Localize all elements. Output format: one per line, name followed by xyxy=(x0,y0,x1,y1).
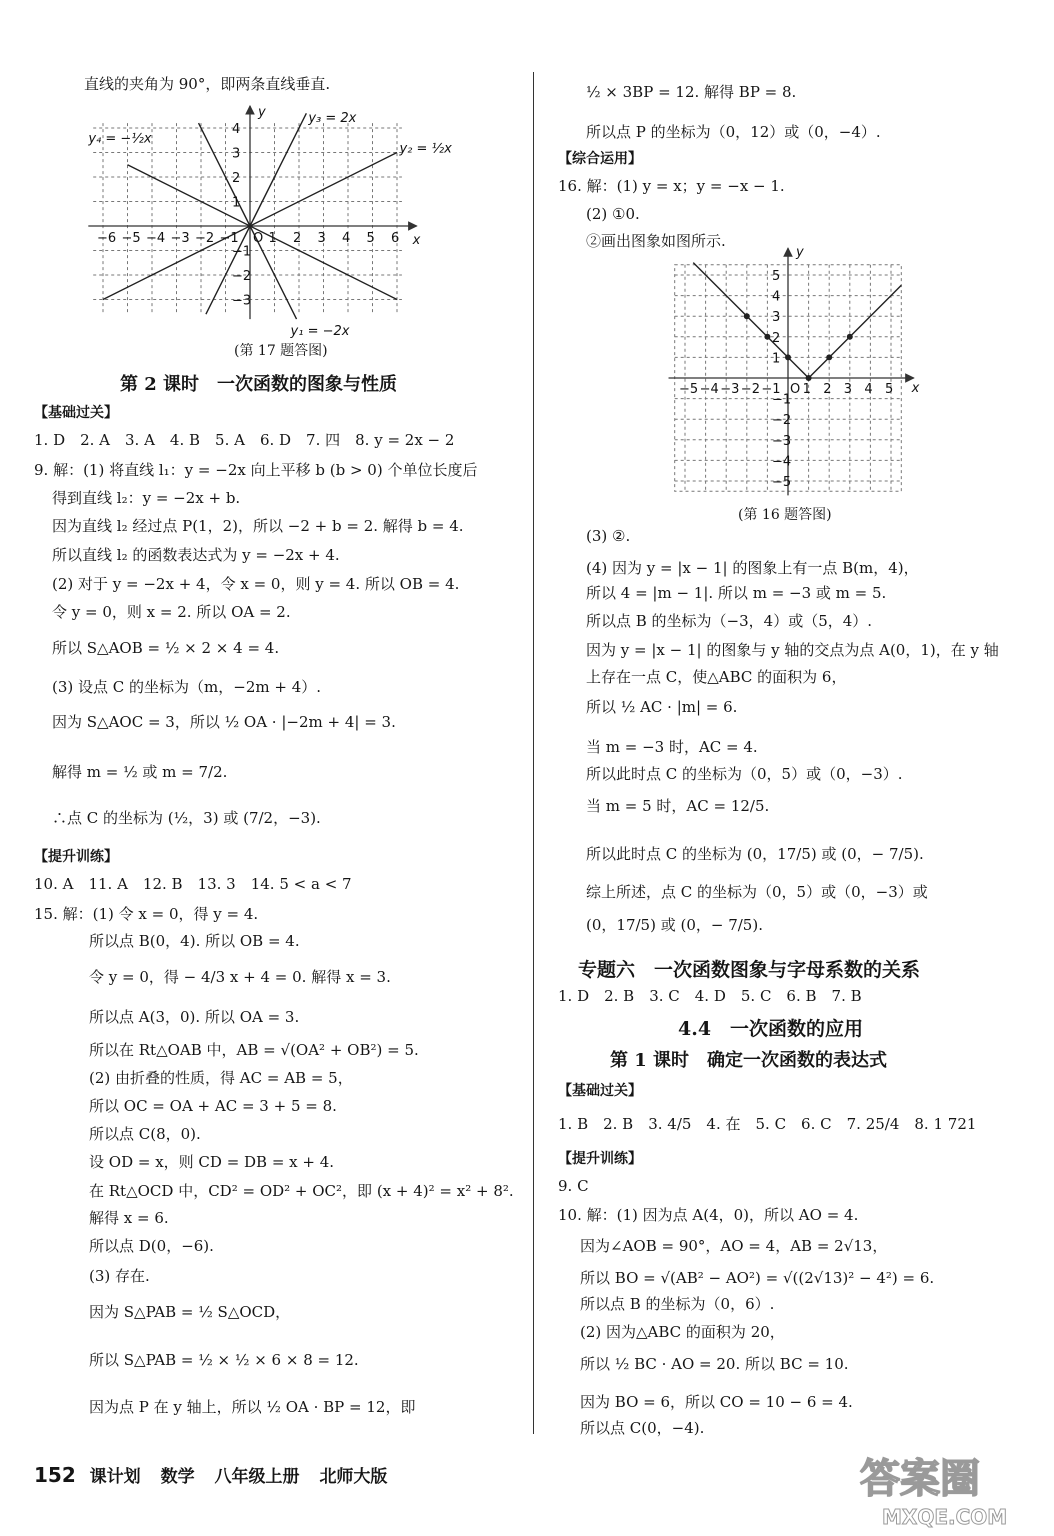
text-line: 因为∠AOB = 90°，AO = 4，AB = 2√13， xyxy=(580,1237,888,1255)
line-equation-label: y₃ = 2x xyxy=(308,110,357,126)
section-advanced: 【提升训练】 xyxy=(558,1151,642,1167)
text-line: 综上所述，点 C 的坐标为（0，5）或（0，−3）或 xyxy=(586,883,928,901)
y-tick-label: 1 xyxy=(232,195,241,211)
text-line: 因为点 P 在 y 轴上，所以 ½ OA · BP = 12，即 xyxy=(89,1398,416,1416)
text-line: 15. 解：(1) 令 x = 0，得 y = 4. xyxy=(34,905,259,923)
text-line: 因为 y = |x − 1| 的图象与 y 轴的交点为点 A(0，1)，在 y 轴 xyxy=(586,641,999,659)
x-axis-label: x xyxy=(911,381,920,396)
text-line: 所以此时点 C 的坐标为（0，5）或（0，−3）. xyxy=(586,765,903,783)
y-tick-label: 2 xyxy=(772,330,781,346)
y-axis-label: y xyxy=(796,245,804,261)
text-line: 所以 ½ BC · AO = 20. 所以 BC = 10. xyxy=(580,1355,849,1373)
x-tick-label: 2 xyxy=(823,382,832,397)
x-tick-label: 5 xyxy=(885,382,894,397)
text-line: (2) 由折叠的性质，得 AC = AB = 5， xyxy=(89,1069,353,1087)
text-line: 因为 S△PAB = ½ S△OCD， xyxy=(89,1303,291,1321)
lesson-title: 第 1 课时 确定一次函数的表达式 xyxy=(610,1050,888,1071)
text-line: 因为 S△AOC = 3，所以 ½ OA · |−2m + 4| = 3. xyxy=(52,713,396,731)
y-tick-label: −2 xyxy=(232,269,252,284)
text-line: 所以 ½ AC · |m| = 6. xyxy=(586,698,738,716)
text-line: 令 y = 0，则 x = 2. 所以 OA = 2. xyxy=(52,603,291,621)
x-tick-label: −5 xyxy=(121,231,141,246)
text-line: 所以此时点 C 的坐标为 (0，17/5) 或 (0，− 7/5). xyxy=(586,845,924,863)
text-line: 所以 S△AOB = ½ × 2 × 4 = 4. xyxy=(52,639,280,657)
graph-point xyxy=(744,313,750,319)
x-tick-label: 4 xyxy=(864,382,873,397)
x-tick-label: O xyxy=(253,231,264,246)
topic-title: 专题六 一次函数图象与字母系数的关系 xyxy=(578,959,921,981)
text-line: (4) 因为 y = |x − 1| 的图象上有一点 B(m，4)， xyxy=(586,559,919,577)
y-tick-label: 4 xyxy=(772,289,781,305)
figure-caption-16: (第 16 题答图) xyxy=(738,507,832,523)
text-line: (3) 存在. xyxy=(89,1267,150,1285)
y-axis-arrow xyxy=(784,248,792,256)
y-tick-label: 1 xyxy=(772,351,781,367)
x-tick-label: 3 xyxy=(843,382,853,397)
page-footer xyxy=(34,1462,401,1487)
x-tick-label: −3 xyxy=(170,231,190,246)
text-line: 所以在 Rt△OAB 中，AB = √(OA² + OB²) = 5. xyxy=(89,1041,419,1059)
x-tick-label: 2 xyxy=(293,231,302,246)
x-tick-label: −1 xyxy=(761,382,781,397)
x-tick-label: −1 xyxy=(219,231,239,246)
text-line: 得到直线 l₂：y = −2x + b. xyxy=(52,489,241,507)
y-tick-label: −1 xyxy=(772,392,792,408)
lesson-title: 第 2 课时 一次函数的图象与性质 xyxy=(120,374,398,395)
graph-point xyxy=(764,334,770,340)
section-comprehensive: 【综合运用】 xyxy=(558,151,642,167)
text-line: 10. 解：(1) 因为点 A(4，0)，所以 AO = 4. xyxy=(558,1206,859,1224)
text-line: ½ × 3BP = 12. 解得 BP = 8. xyxy=(586,83,797,101)
y-tick-label: −3 xyxy=(772,433,792,449)
text-line: ∴点 C 的坐标为 (½，3) 或 (7/2，−3). xyxy=(52,809,321,827)
text-line: 所以 OC = OA + AC = 3 + 5 = 8. xyxy=(89,1097,337,1115)
answer-9: 9. C xyxy=(558,1177,589,1195)
text-line: 所以点 A(3，0). 所以 OA = 3. xyxy=(89,1008,300,1026)
text-line: 16. 解：(1) y = x；y = −x − 1. xyxy=(558,177,785,195)
watermark-logo xyxy=(842,1444,1042,1532)
watermark-url: MXQE.COM xyxy=(882,1505,1008,1529)
y-tick-label: 2 xyxy=(232,171,241,186)
grade: 八年级上册 xyxy=(214,1467,300,1487)
text-line: 所以点 D(0，−6). xyxy=(89,1237,214,1255)
text-line: 设 OD = x，则 CD = DB = x + 4. xyxy=(89,1153,335,1171)
text-line: 所以 BO = √(AB² − AO²) = √((2√13)² − 4²) = 6. xyxy=(580,1269,935,1287)
text-line: 所以点 C(0，−4). xyxy=(580,1419,705,1437)
function-line xyxy=(206,113,306,314)
x-tick-label: 1 xyxy=(802,382,811,397)
x-tick-label: −3 xyxy=(720,382,740,397)
text-line: 解得 m = ½ 或 m = 7/2. xyxy=(52,763,228,781)
text-line: 令 y = 0，得 − 4/3 x + 4 = 0. 解得 x = 3. xyxy=(89,968,391,986)
text-line: 因为 BO = 6，所以 CO = 10 − 6 = 4. xyxy=(580,1393,853,1411)
x-tick-label: −6 xyxy=(97,231,117,246)
answers-basic: 1. B 2. B 3. 4/5 4. 在 5. C 6. C 7. 25/4 8. 1 721 xyxy=(558,1115,977,1133)
x-tick-label: −2 xyxy=(195,231,215,246)
subject: 数学 xyxy=(160,1467,195,1487)
figure-caption-17: (第 17 题答图) xyxy=(234,343,328,359)
answers-topic6: 1. D 2. B 3. C 4. D 5. C 6. B 7. B xyxy=(558,987,862,1005)
text-line: 所以点 B(0，4). 所以 OB = 4. xyxy=(89,932,300,950)
text-line: 所以点 C(8，0). xyxy=(89,1125,201,1143)
text-line: (2) 因为△ABC 的面积为 20， xyxy=(580,1323,785,1341)
text-line: 所以点 P 的坐标为（0，12）或（0，−4）. xyxy=(586,123,881,141)
answers-10-14: 10. A 11. A 12. B 13. 3 14. 5 < a < 7 xyxy=(34,875,352,893)
line-equation-label: y₄ = −½x xyxy=(88,131,152,147)
y-tick-label: 3 xyxy=(232,146,241,162)
text-line: 所以 4 = |m − 1|. 所以 m = −3 或 m = 5. xyxy=(586,584,887,602)
x-axis-label: x xyxy=(412,233,421,248)
line-equation-label: y₂ = ½x xyxy=(399,141,452,157)
graph-point xyxy=(847,334,853,340)
text-line: 所以直线 l₂ 的函数表达式为 y = −2x + 4. xyxy=(52,546,340,564)
graph-17 xyxy=(90,98,490,338)
section-basic: 【基础过关】 xyxy=(34,405,118,421)
x-tick-label: −4 xyxy=(699,382,719,397)
text-line: 在 Rt△OCD 中，CD² = OD² + OC²，即 (x + 4)² = x² + 8². xyxy=(89,1182,514,1200)
text-line: 所以 S△PAB = ½ × ½ × 6 × 8 = 12. xyxy=(89,1351,359,1369)
section-basic: 【基础过关】 xyxy=(558,1083,642,1099)
text-line: 9. 解：(1) 将直线 l₁：y = −2x 向上平移 b (b > 0) 个单位长度后 xyxy=(34,461,478,479)
y-tick-label: −3 xyxy=(232,293,252,309)
y-tick-label: −2 xyxy=(772,413,792,429)
y-tick-label: 3 xyxy=(772,310,781,326)
y-tick-label: −1 xyxy=(232,244,252,260)
x-axis-arrow xyxy=(409,222,417,230)
edition: 北师大版 xyxy=(319,1467,388,1487)
text-line: (2) 对于 y = −2x + 4，令 x = 0，则 y = 4. 所以 OB = 4. xyxy=(52,575,460,593)
text-line: 上存在一点 C，使△ABC 的面积为 6， xyxy=(586,668,847,686)
answers-1-8: 1. D 2. A 3. A 4. B 5. A 6. D 7. 四 8. y = 2x − 2 xyxy=(34,431,455,449)
x-tick-label: 4 xyxy=(342,231,351,246)
y-tick-label: 4 xyxy=(232,122,241,137)
column-divider xyxy=(533,72,534,1434)
text-line: 直线的夹角为 90°，即两条直线垂直. xyxy=(84,75,331,93)
section-title-4-4: 4.4 一次函数的应用 xyxy=(678,1018,864,1040)
text-line: 当 m = 5 时，AC = 12/5. xyxy=(586,797,770,815)
text-line: (3) 设点 C 的坐标为（m，−2m + 4）. xyxy=(52,678,322,696)
book-name: 课计划 xyxy=(89,1467,141,1487)
x-tick-label: O xyxy=(790,382,801,397)
x-tick-label: −2 xyxy=(740,382,760,397)
page-number: 152 xyxy=(34,1463,76,1487)
x-tick-label: −4 xyxy=(146,231,166,246)
graph-point xyxy=(785,354,791,360)
text-line: (3) ②. xyxy=(586,527,631,545)
text-line: 所以点 B 的坐标为（−3，4）或（5，4）. xyxy=(586,612,873,630)
x-tick-label: −5 xyxy=(679,382,699,397)
x-tick-label: 6 xyxy=(391,231,400,246)
text-line: 当 m = −3 时，AC = 4. xyxy=(586,738,758,756)
x-tick-label: 5 xyxy=(366,231,375,246)
y-tick-label: −5 xyxy=(772,475,792,490)
graph-16 xyxy=(668,245,920,496)
text-line: 所以点 B 的坐标为（0，6）. xyxy=(580,1295,775,1313)
y-tick-label: 5 xyxy=(772,269,781,284)
watermark-text: 答案圈 xyxy=(860,1456,980,1502)
text-line: 因为直线 l₂ 经过点 P(1，2)，所以 −2 + b = 2. 解得 b = 4. xyxy=(52,517,464,535)
line-equation-label: y₁ = −2x xyxy=(290,324,350,340)
text-line: (0，17/5) 或 (0，− 7/5). xyxy=(586,916,763,934)
x-tick-label: 1 xyxy=(268,231,277,246)
text-line: 解得 x = 6. xyxy=(89,1209,169,1227)
y-axis-arrow xyxy=(246,106,254,114)
graph-point xyxy=(826,354,832,360)
y-axis-label: y xyxy=(258,104,266,120)
section-advanced: 【提升训练】 xyxy=(34,849,118,865)
graph-point xyxy=(806,375,812,381)
text-line: (2) ①0. xyxy=(586,205,640,223)
x-tick-label: 3 xyxy=(317,231,326,246)
y-tick-label: −4 xyxy=(772,454,792,470)
text-line: ②画出图象如图所示. xyxy=(586,232,726,250)
